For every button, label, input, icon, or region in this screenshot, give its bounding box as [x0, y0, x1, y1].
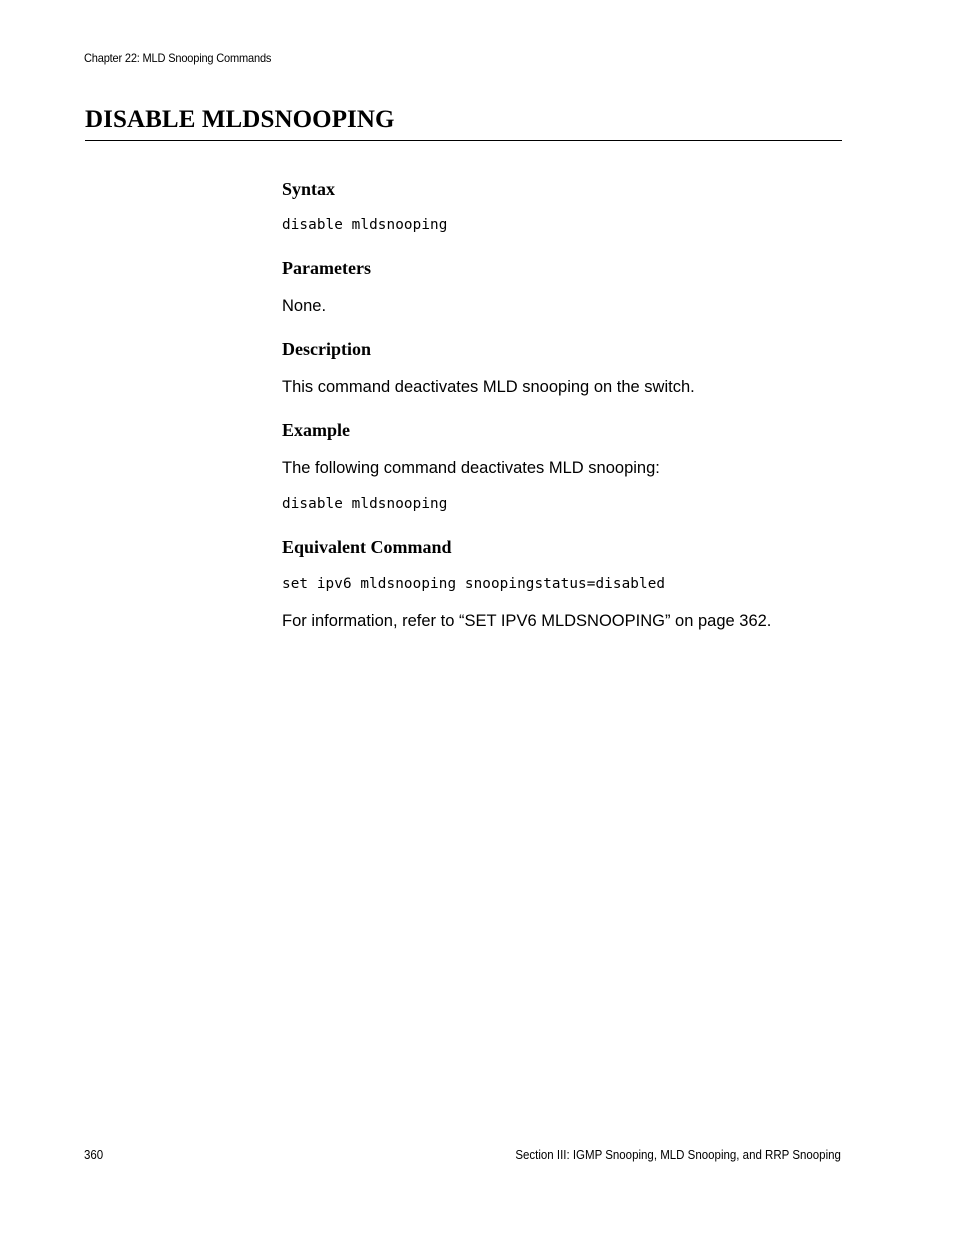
running-header: Chapter 22: MLD Snooping Commands	[84, 51, 272, 65]
description-text: This command deactivates MLD snooping on the switch.	[282, 378, 695, 396]
example-heading: Example	[282, 420, 351, 440]
page-title: DISABLE MLDSNOOPING	[85, 106, 395, 133]
syntax-code: disable mldsnooping	[282, 217, 448, 233]
parameters-heading: Parameters	[282, 258, 371, 278]
syntax-heading: Syntax	[282, 179, 336, 199]
equivalent-command-heading: Equivalent Command	[282, 537, 452, 557]
title-rule	[85, 140, 842, 141]
example-code: disable mldsnooping	[282, 496, 448, 512]
description-heading: Description	[282, 339, 371, 359]
parameters-text: None.	[282, 297, 327, 315]
equivalent-command-code: set ipv6 mldsnooping snoopingstatus=disabled	[282, 576, 666, 592]
cross-reference-text: For information, refer to “SET IPV6 MLDSNOOPING” on page 362.	[282, 612, 772, 630]
footer-section-title: Section III: IGMP Snooping, MLD Snooping, and RRP Snooping	[515, 1148, 841, 1162]
page-number: 360	[84, 1148, 104, 1162]
example-text: The following command deactivates MLD snooping:	[282, 459, 660, 477]
